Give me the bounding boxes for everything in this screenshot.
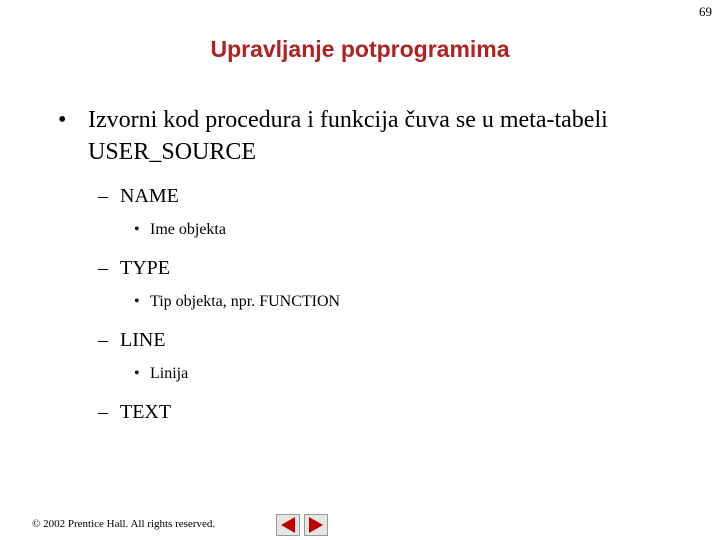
- next-slide-button[interactable]: [304, 514, 328, 536]
- bullet-marker: •: [134, 365, 140, 382]
- list-item-line: [98, 328, 658, 352]
- list-item-text: [98, 400, 658, 424]
- list-item-name: [98, 184, 658, 208]
- sub-item: [134, 364, 658, 384]
- main-bullet: [58, 104, 658, 168]
- previous-slide-button[interactable]: [276, 514, 300, 536]
- sub-item-text: Linija: [150, 365, 189, 382]
- sub-item: [134, 292, 658, 312]
- copyright-footer: © 2002 Prentice Hall. All rights reserved.: [32, 518, 216, 530]
- slide-body: [58, 104, 658, 424]
- slide-title: Upravljanje potprogramima: [210, 36, 510, 62]
- dash-marker: –: [98, 329, 108, 351]
- main-bullet-text: Izvorni kod procedura i funkcija čuva se u meta-tabeli USER_SOURCE: [88, 107, 608, 165]
- dash-marker: –: [98, 401, 108, 423]
- list-item-label: TYPE: [120, 257, 170, 279]
- page-number: 69: [699, 4, 712, 19]
- triangle-left-icon: [281, 517, 295, 533]
- bullet-marker: •: [134, 221, 140, 238]
- slide-navigation: [276, 514, 328, 536]
- dash-marker: –: [98, 185, 108, 207]
- list-item-label: LINE: [120, 329, 166, 351]
- bullet-marker: •: [58, 107, 67, 133]
- sub-item: [134, 220, 658, 240]
- list-item-label: NAME: [120, 185, 179, 207]
- list-item-type: [98, 256, 658, 280]
- sub-item-text: Ime objekta: [150, 221, 226, 238]
- bullet-marker: •: [134, 293, 140, 310]
- dash-marker: –: [98, 257, 108, 279]
- sub-item-text: Tip objekta, npr. FUNCTION: [150, 293, 341, 310]
- list-item-label: TEXT: [120, 401, 172, 423]
- triangle-right-icon: [309, 517, 323, 533]
